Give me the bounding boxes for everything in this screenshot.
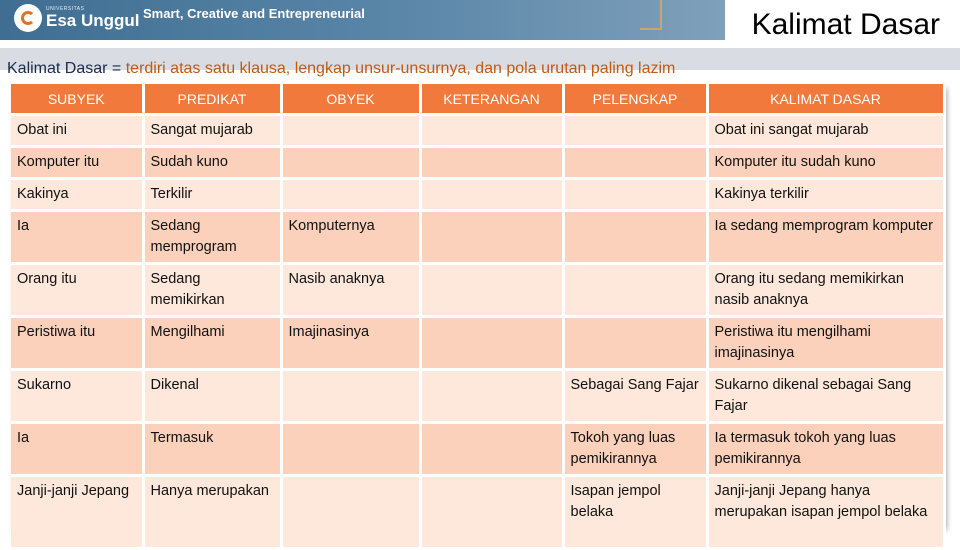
cell-kalimat-dasar: Kakinya terkilir <box>707 179 944 211</box>
university-logo <box>14 4 140 32</box>
cell-predikat: Sedang memikirkan <box>143 264 281 317</box>
logo-name: Esa Unggul <box>46 11 140 30</box>
table-row <box>11 179 944 211</box>
cell-pelengkap: Tokoh yang luas pemikirannya <box>563 423 707 476</box>
cell-subyek: Peristiwa itu <box>11 317 143 370</box>
subtitle <box>7 60 675 78</box>
header-kalimat-dasar: KALIMAT DASAR <box>707 84 944 115</box>
cell-obyek <box>281 370 420 423</box>
cell-obyek <box>281 423 420 476</box>
cell-keterangan <box>420 211 563 264</box>
cell-keterangan <box>420 179 563 211</box>
cell-pelengkap <box>563 179 707 211</box>
header-banner <box>0 0 725 40</box>
table-row <box>11 147 944 179</box>
cell-kalimat-dasar: Peristiwa itu mengilhami imajinasinya <box>707 317 944 370</box>
subtitle-term: Kalimat Dasar <box>7 60 108 77</box>
cell-pelengkap <box>563 147 707 179</box>
cell-predikat: Mengilhami <box>143 317 281 370</box>
cell-kalimat-dasar: Janji-janji Jepang hanya merupakan isapan jempol belaka <box>707 476 944 549</box>
cell-kalimat-dasar: Sukarno dikenal sebagai Sang Fajar <box>707 370 944 423</box>
cell-kalimat-dasar: Orang itu sedang memikirkan nasib anaknya <box>707 264 944 317</box>
header-obyek: OBYEK <box>281 84 420 115</box>
cell-predikat: Sangat mujarab <box>143 115 281 147</box>
cell-kalimat-dasar: Obat ini sangat mujarab <box>707 115 944 147</box>
table-row <box>11 115 944 147</box>
cell-subyek: Sukarno <box>11 370 143 423</box>
cell-keterangan <box>420 147 563 179</box>
cell-predikat: Hanya merupakan <box>143 476 281 549</box>
cell-keterangan <box>420 317 563 370</box>
subtitle-definition: terdiri atas satu klausa, lengkap unsur-unsurnya, dan pola urutan paling lazim <box>125 60 676 77</box>
banner-frame-decoration <box>640 0 662 30</box>
logo-small-text: UNIVERSITAS <box>46 6 85 12</box>
table-row <box>11 370 944 423</box>
table-container <box>11 84 944 526</box>
cell-pelengkap <box>563 317 707 370</box>
cell-kalimat-dasar: Ia termasuk tokoh yang luas pemikirannya <box>707 423 944 476</box>
cell-keterangan <box>420 423 563 476</box>
cell-pelengkap: Sebagai Sang Fajar <box>563 370 707 423</box>
header-predikat: PREDIKAT <box>143 84 281 115</box>
header-keterangan: KETERANGAN <box>420 84 563 115</box>
table-header-row <box>11 84 944 115</box>
cell-obyek: Komputernya <box>281 211 420 264</box>
tagline: Smart, Creative and Entrepreneurial <box>143 6 365 21</box>
cell-subyek: Janji-janji Jepang <box>11 476 143 549</box>
table-row <box>11 476 944 549</box>
cell-pelengkap <box>563 211 707 264</box>
table-row <box>11 423 944 476</box>
cell-keterangan <box>420 115 563 147</box>
page-title: Kalimat Dasar <box>748 8 944 42</box>
cell-obyek <box>281 147 420 179</box>
cell-subyek: Obat ini <box>11 115 143 147</box>
cell-pelengkap <box>563 264 707 317</box>
sentence-table <box>11 84 946 550</box>
cell-kalimat-dasar: Komputer itu sudah kuno <box>707 147 944 179</box>
logo-mark-icon <box>14 4 42 32</box>
cell-obyek <box>281 115 420 147</box>
cell-keterangan <box>420 370 563 423</box>
subtitle-separator: = <box>107 60 126 77</box>
cell-keterangan <box>420 264 563 317</box>
cell-keterangan <box>420 476 563 549</box>
cell-obyek <box>281 476 420 549</box>
cell-subyek: Ia <box>11 423 143 476</box>
table-row <box>11 264 944 317</box>
cell-subyek: Kakinya <box>11 179 143 211</box>
cell-obyek <box>281 179 420 211</box>
cell-pelengkap <box>563 115 707 147</box>
cell-pelengkap: Isapan jempol belaka <box>563 476 707 549</box>
cell-subyek: Ia <box>11 211 143 264</box>
header-subyek: SUBYEK <box>11 84 143 115</box>
table-row <box>11 317 944 370</box>
cell-predikat: Dikenal <box>143 370 281 423</box>
cell-subyek: Komputer itu <box>11 147 143 179</box>
cell-obyek: Imajinasinya <box>281 317 420 370</box>
cell-kalimat-dasar: Ia sedang memprogram komputer <box>707 211 944 264</box>
table-row <box>11 211 944 264</box>
cell-subyek: Orang itu <box>11 264 143 317</box>
cell-predikat: Sudah kuno <box>143 147 281 179</box>
cell-predikat: Sedang memprogram <box>143 211 281 264</box>
cell-predikat: Termasuk <box>143 423 281 476</box>
cell-predikat: Terkilir <box>143 179 281 211</box>
header-pelengkap: PELENGKAP <box>563 84 707 115</box>
cell-obyek: Nasib anaknya <box>281 264 420 317</box>
